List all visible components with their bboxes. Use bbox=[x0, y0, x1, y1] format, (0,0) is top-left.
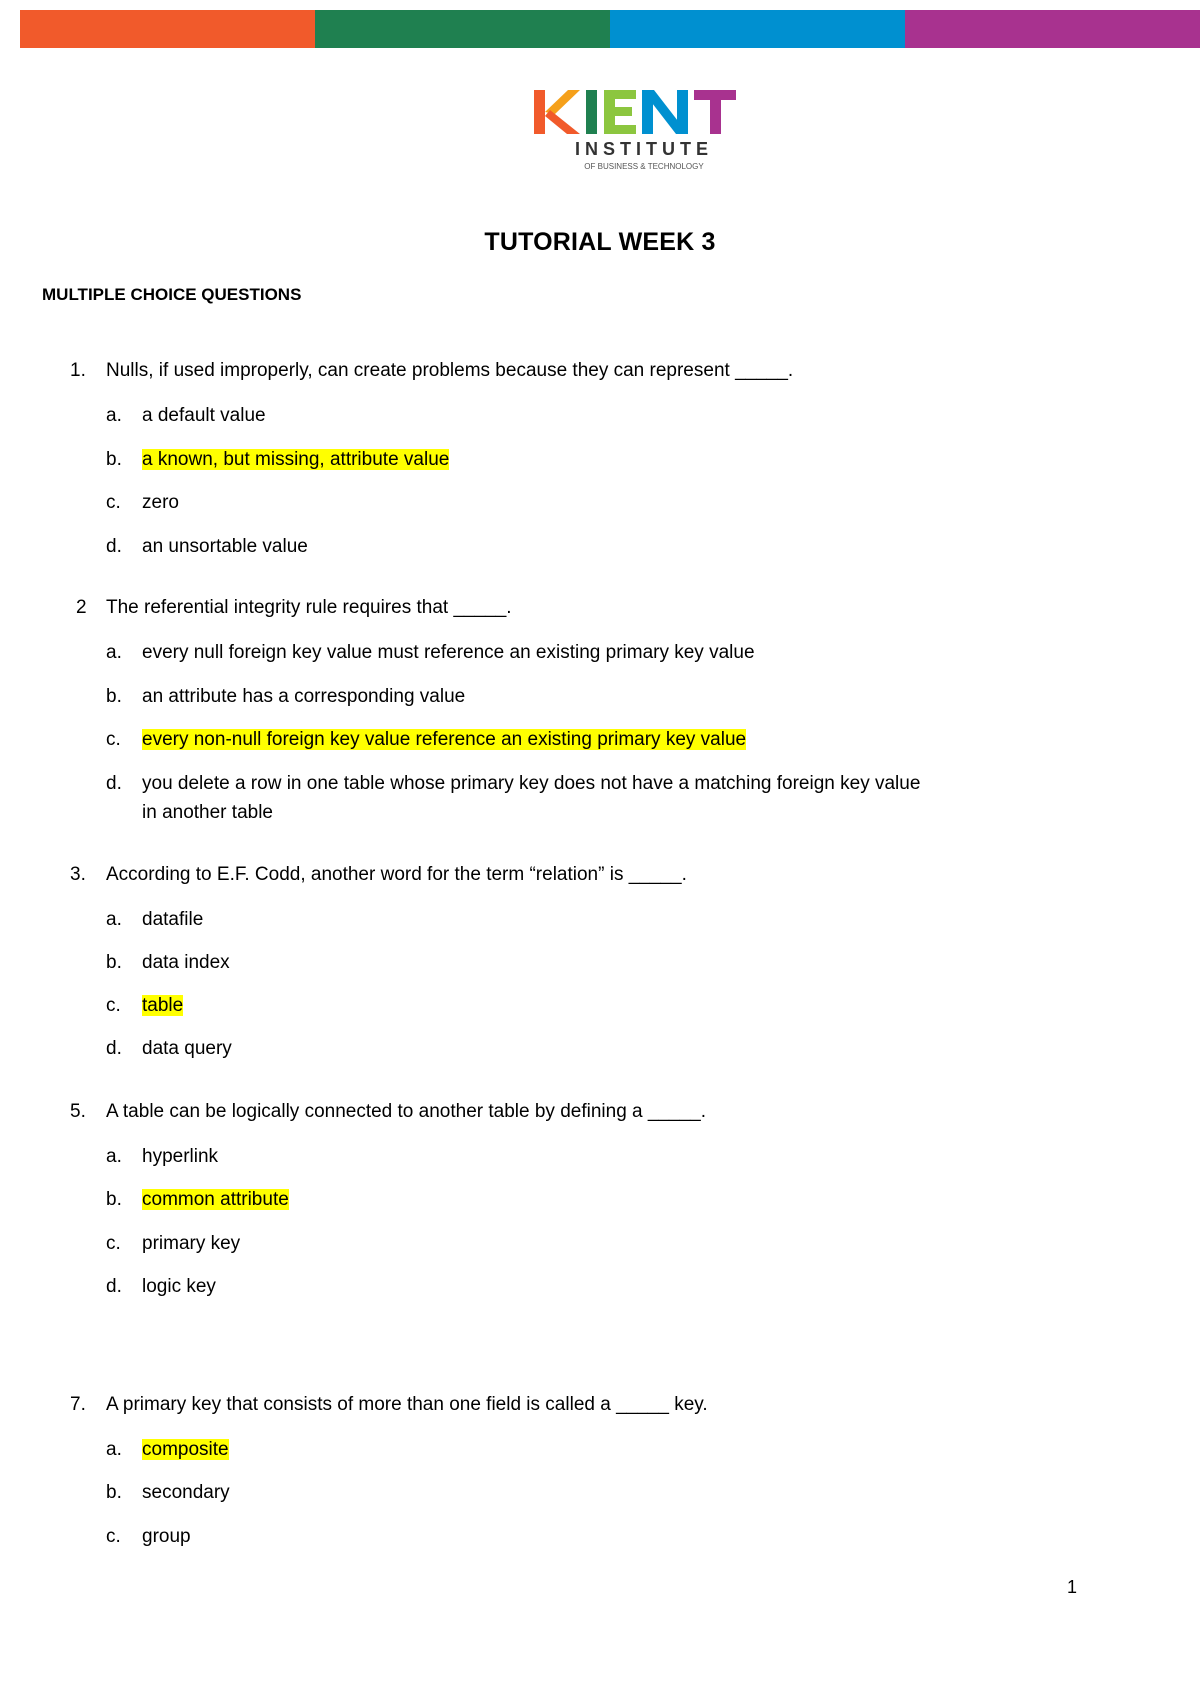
option-letter: b. bbox=[106, 1482, 122, 1503]
option-2c bbox=[106, 729, 746, 751]
color-bar-green bbox=[315, 10, 610, 48]
option-3c bbox=[106, 995, 183, 1017]
option-2d-letter-row bbox=[106, 773, 142, 795]
option-1d bbox=[106, 536, 308, 558]
question-number: 2 bbox=[76, 597, 87, 618]
option-1c bbox=[106, 492, 179, 514]
option-letter: c. bbox=[106, 995, 121, 1016]
option-letter: d. bbox=[106, 1038, 122, 1059]
option-letter: b. bbox=[106, 686, 122, 707]
option-1a bbox=[106, 405, 266, 427]
option-7a bbox=[106, 1439, 229, 1461]
kent-institute-logo bbox=[528, 86, 768, 172]
option-letter: d. bbox=[106, 773, 122, 794]
option-letter: a. bbox=[106, 642, 122, 663]
question-text: Nulls, if used improperly, can create problems because they can represent _____. bbox=[106, 360, 794, 381]
question-number: 7. bbox=[70, 1394, 86, 1415]
option-5a bbox=[106, 1146, 218, 1168]
option-7c bbox=[106, 1526, 191, 1548]
option-letter: b. bbox=[106, 952, 122, 973]
option-text: data index bbox=[142, 952, 230, 973]
option-text: an attribute has a corresponding value bbox=[142, 686, 466, 707]
option-letter: c. bbox=[106, 1526, 121, 1547]
section-heading: MULTIPLE CHOICE QUESTIONS bbox=[42, 285, 302, 304]
option-3a bbox=[106, 909, 203, 931]
option-letter: a. bbox=[106, 1439, 122, 1460]
question-5 bbox=[70, 1101, 706, 1123]
option-text: logic key bbox=[142, 1276, 216, 1297]
option-letter: d. bbox=[106, 536, 122, 557]
option-3d bbox=[106, 1038, 232, 1060]
option-text: data query bbox=[142, 1038, 232, 1059]
option-letter: c. bbox=[106, 492, 121, 513]
question-1 bbox=[70, 360, 793, 382]
option-5d bbox=[106, 1276, 216, 1298]
option-text: every null foreign key value must reference an existing primary key value bbox=[142, 642, 755, 663]
option-text: a default value bbox=[142, 405, 266, 426]
option-text-correct: table bbox=[142, 995, 184, 1016]
question-number: 5. bbox=[70, 1101, 86, 1122]
option-text-correct: composite bbox=[142, 1439, 229, 1460]
option-2a bbox=[106, 642, 755, 664]
option-5c bbox=[106, 1233, 240, 1255]
option-text: datafile bbox=[142, 909, 204, 930]
option-text: primary key bbox=[142, 1233, 241, 1254]
option-5b bbox=[106, 1189, 289, 1211]
color-bar-purple bbox=[905, 10, 1200, 48]
option-text: secondary bbox=[142, 1482, 230, 1503]
option-letter: a. bbox=[106, 405, 122, 426]
option-7b bbox=[106, 1482, 230, 1504]
option-2b bbox=[106, 686, 465, 708]
color-bar-orange bbox=[20, 10, 315, 48]
option-letter: b. bbox=[106, 1189, 122, 1210]
question-3 bbox=[70, 864, 687, 886]
option-1b bbox=[106, 449, 449, 471]
option-text: zero bbox=[142, 492, 179, 513]
option-letter: c. bbox=[106, 1233, 121, 1254]
option-text-correct: a known, but missing, attribute value bbox=[142, 449, 450, 470]
question-number: 1. bbox=[70, 360, 86, 381]
question-number: 3. bbox=[70, 864, 86, 885]
option-text: an unsortable value bbox=[142, 536, 308, 557]
option-letter: a. bbox=[106, 909, 122, 930]
option-letter: c. bbox=[106, 729, 121, 750]
color-bar-blue bbox=[610, 10, 905, 48]
option-letter: d. bbox=[106, 1276, 122, 1297]
option-text: group bbox=[142, 1526, 191, 1547]
option-text: hyperlink bbox=[142, 1146, 219, 1167]
question-7 bbox=[70, 1394, 708, 1416]
brand-color-bar bbox=[20, 10, 1200, 48]
page-number: 1 bbox=[1067, 1577, 1078, 1597]
logo-tagline: OF BUSINESS & TECHNOLOGY bbox=[584, 162, 704, 171]
page-title: TUTORIAL WEEK 3 bbox=[484, 228, 716, 256]
option-3b bbox=[106, 952, 230, 974]
question-text: A primary key that consists of more than one field is called a _____ key. bbox=[106, 1394, 708, 1415]
question-2 bbox=[76, 597, 512, 619]
question-text: According to E.F. Codd, another word for the term “relation” is _____. bbox=[106, 864, 687, 885]
option-text-correct: common attribute bbox=[142, 1189, 289, 1210]
option-2d-text: you delete a row in one table whose primary key does not have a matching foreign key value in another table bbox=[142, 773, 921, 823]
question-text: A table can be logically connected to another table by defining a _____. bbox=[106, 1101, 706, 1122]
question-text: The referential integrity rule requires that _____. bbox=[106, 597, 512, 618]
option-text-correct: every non-null foreign key value reference an existing primary key value bbox=[142, 729, 747, 750]
logo-subtitle: INSTITUTE bbox=[575, 139, 713, 159]
option-letter: a. bbox=[106, 1146, 122, 1167]
option-letter: b. bbox=[106, 449, 122, 470]
